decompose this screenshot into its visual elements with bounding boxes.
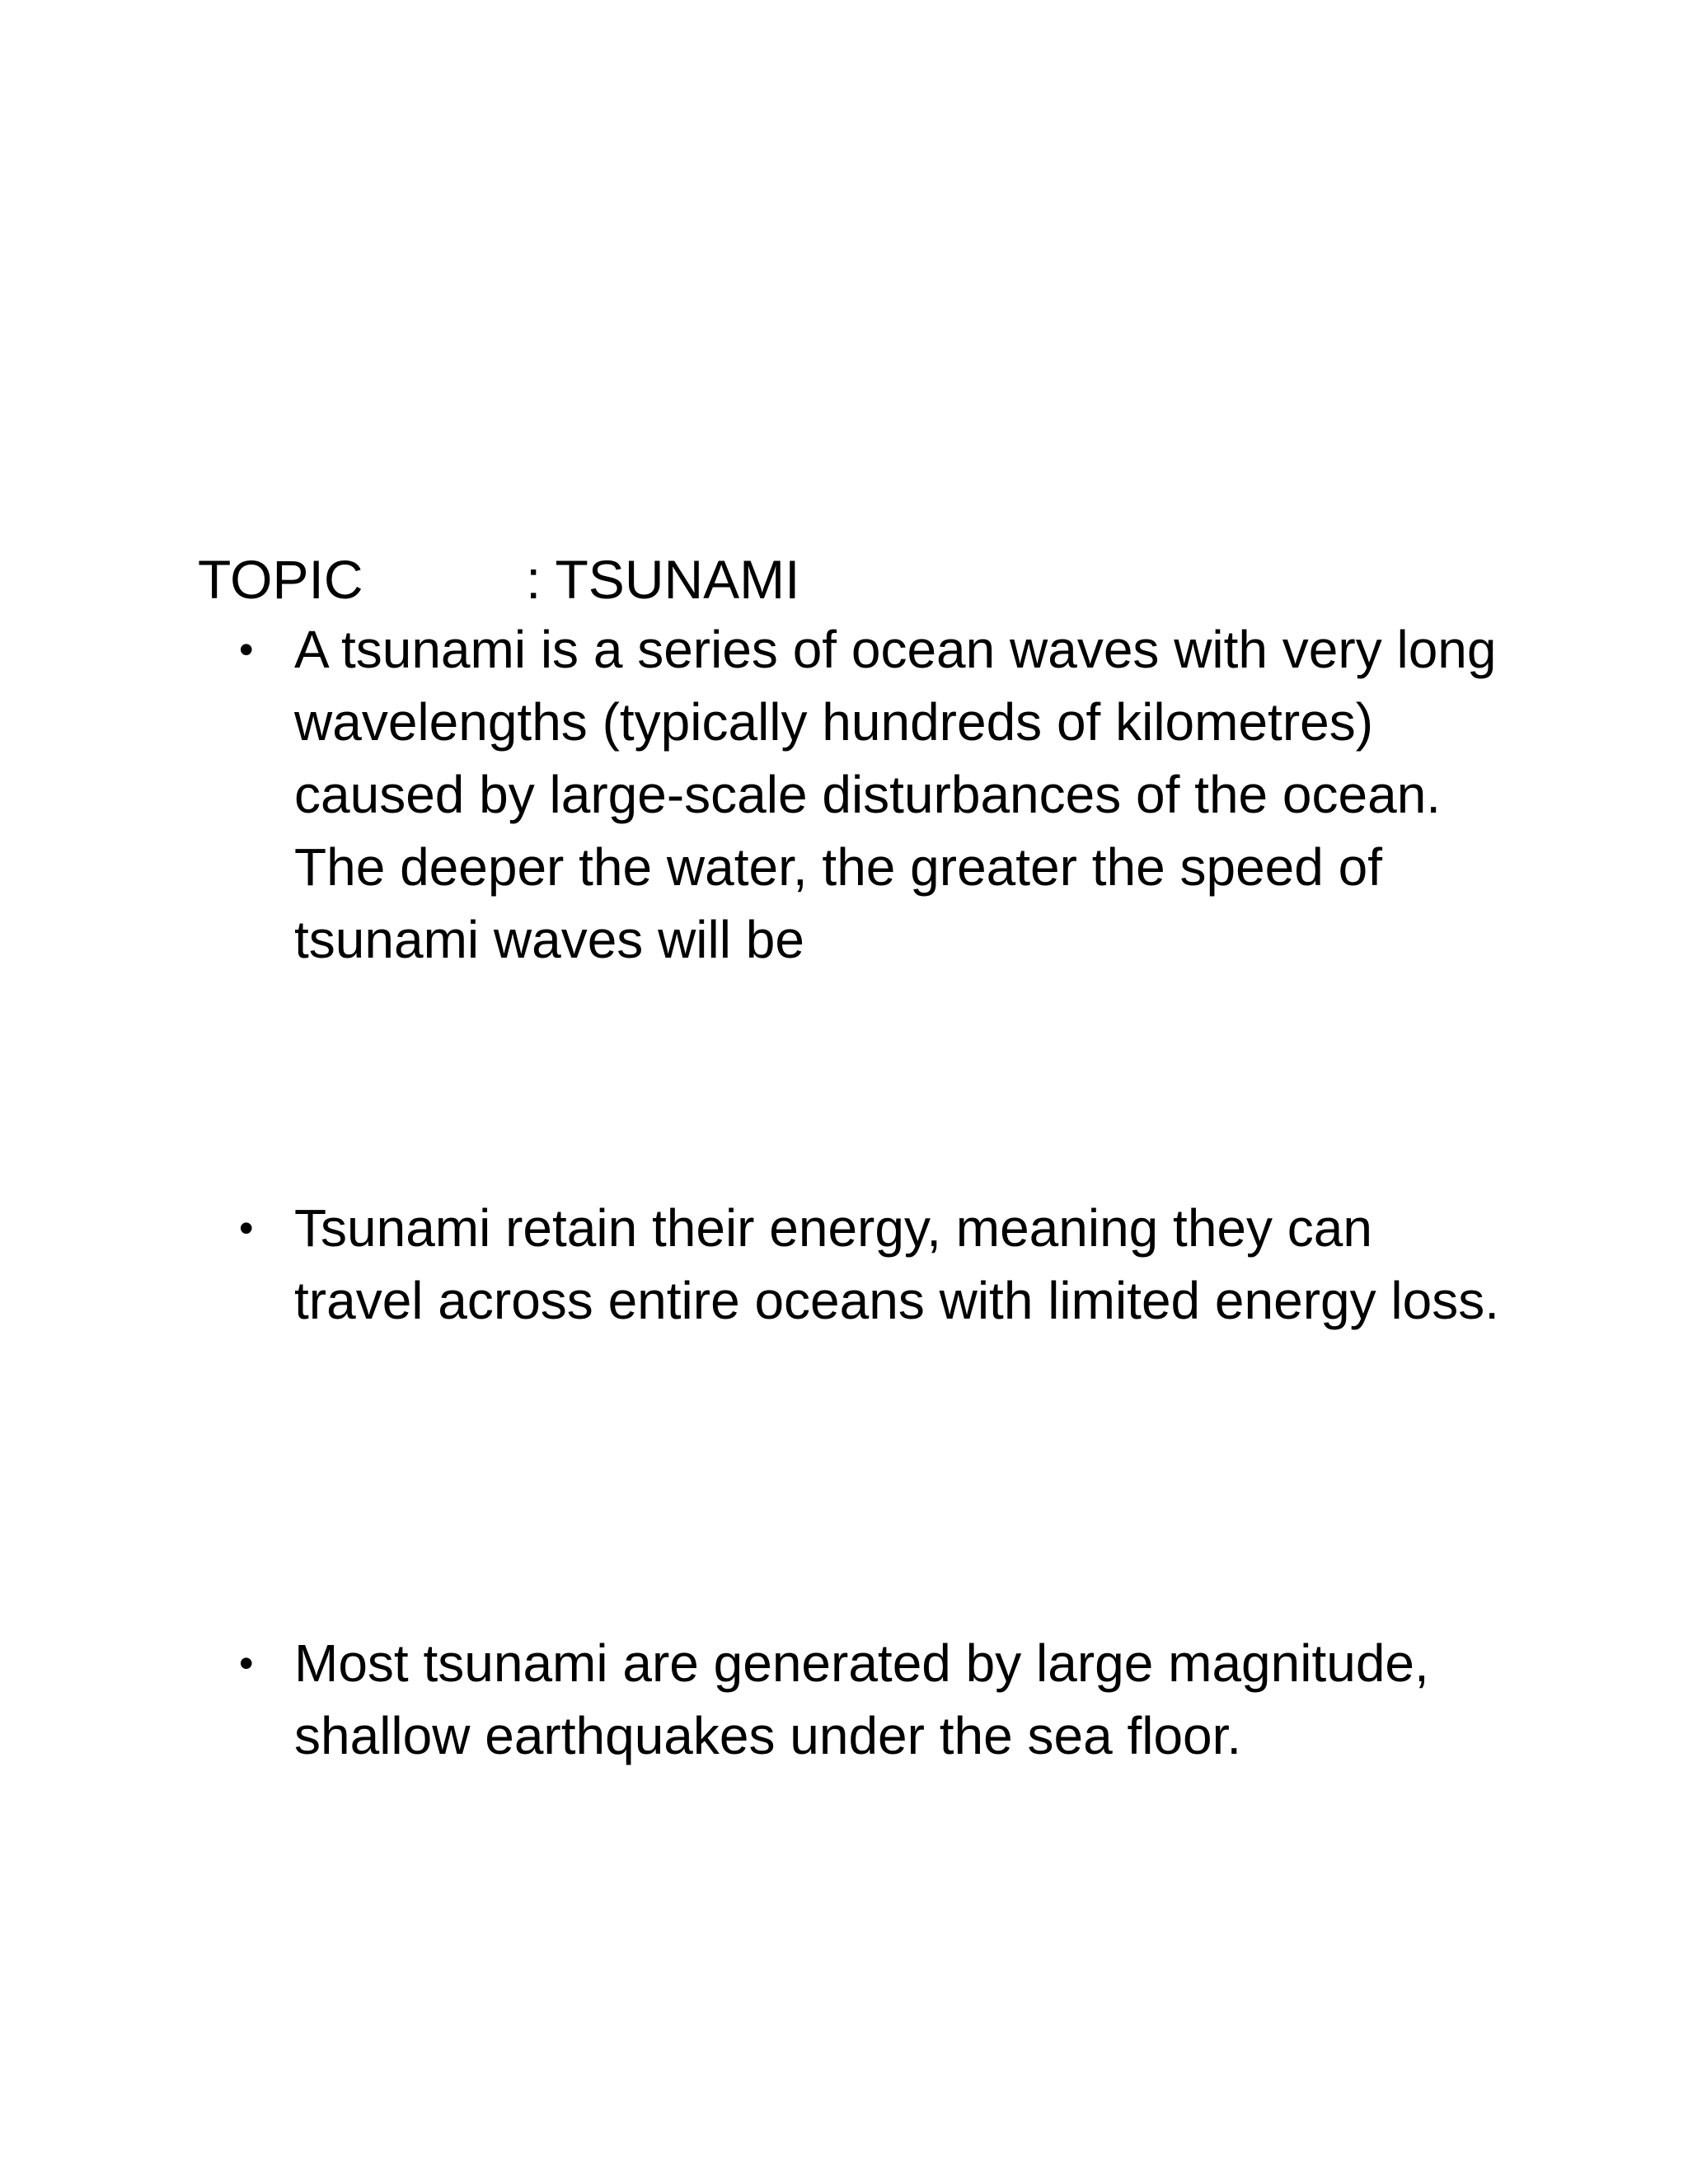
topic-value: : TSUNAMI bbox=[526, 549, 800, 610]
bullet-item-definition bbox=[239, 613, 1525, 976]
bullet-text: Most tsunami are generated by large magnitude, shallow earthquakes under the sea floor. bbox=[294, 1633, 1429, 1765]
topic-heading bbox=[198, 542, 799, 616]
bullet-icon: • bbox=[239, 626, 254, 673]
bullet-item-energy bbox=[239, 1192, 1525, 1337]
bullet-text: A tsunami is a series of ocean waves with very long wavelengths (typically hundreds of kilometres) caused by large-scale disturbances of the ocean. The deeper the water, the greater the speed of tsunami waves will be bbox=[294, 620, 1497, 969]
bullet-icon: • bbox=[239, 1205, 254, 1251]
bullet-item-causes bbox=[239, 1627, 1525, 1772]
bullet-text: Tsunami retain their energy, meaning they can travel across entire oceans with limited energy loss. bbox=[294, 1198, 1499, 1330]
bullet-icon: • bbox=[239, 1640, 254, 1686]
topic-label: TOPIC bbox=[198, 549, 363, 610]
